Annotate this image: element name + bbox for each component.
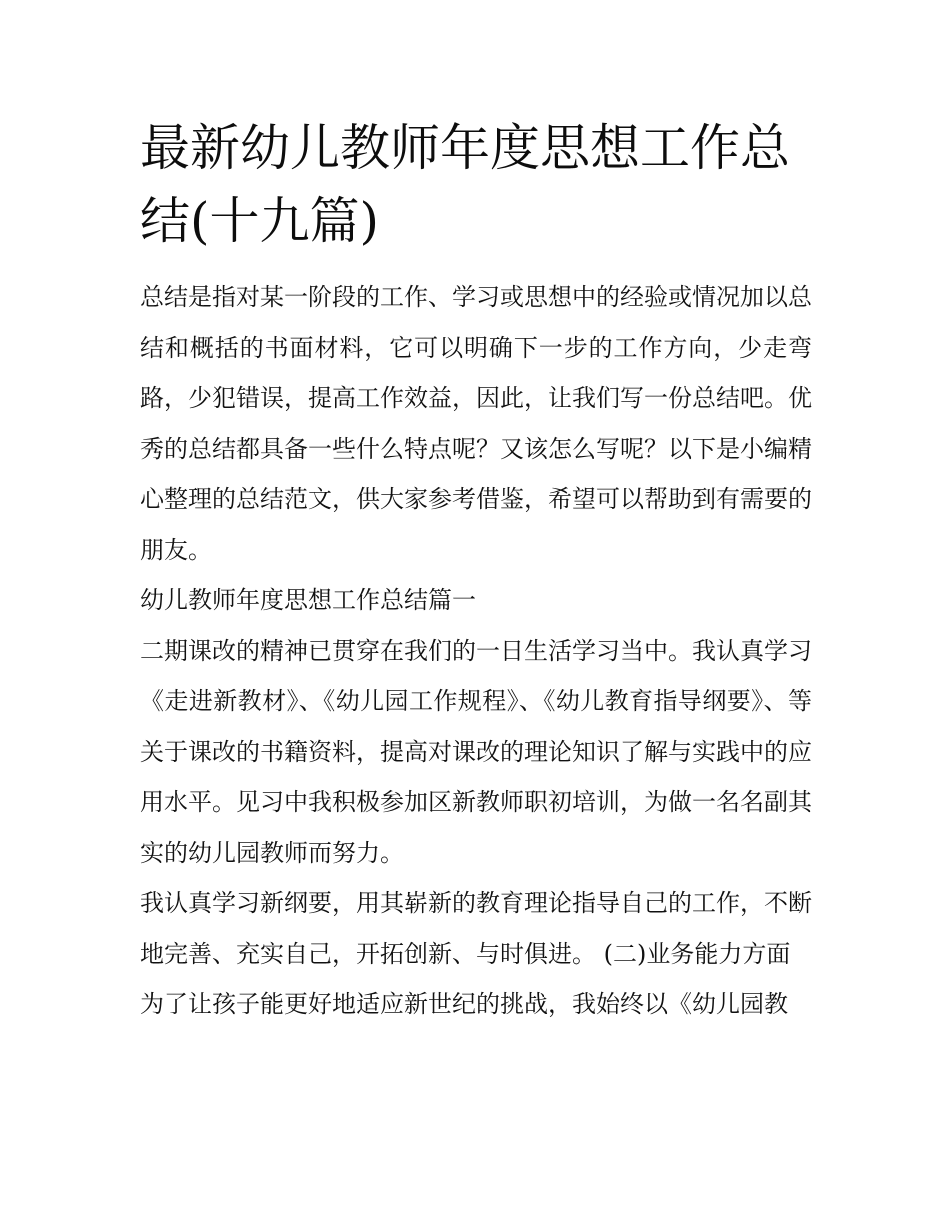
section-heading: 幼儿教师年度思想工作总结篇一 [140, 586, 476, 614]
body-paragraph: 为了让孩子能更好地适应新世纪的挑战，我始终以《幼儿园教 [140, 990, 788, 1018]
body-paragraph: 二期课改的精神已贯穿在我们的一日生活学习当中。我认真学习《走进新教材》、《幼儿园工作规程》、《幼儿教育指导纲要》、等关于课改的书籍资料，提高对课改的理论知识了解与实践中的应用水平。见习中我积极参加区新教师职初培训，为做一名名副其实的幼儿园教师而努力。 [140, 636, 812, 867]
body-paragraph: 我认真学习新纲要，用其崭新的教育理论指导自己的工作，不断地完善、充实自己，开拓创新、与时俱进。 (二)业务能力方面 [140, 889, 812, 968]
document-body [140, 272, 812, 1030]
intro-paragraph: 总结是指对某一阶段的工作、学习或思想中的经验或情况加以总结和概括的书面材料，它可以明确下一步的工作方向，少走弯路，少犯错误，提高工作效益，因此，让我们写一份总结吧。优秀的总结都具备一些什么特点呢？又该怎么写呢？以下是小编精心整理的总结范文，供大家参考借鉴，希望可以帮助到有需要的朋友。 [140, 283, 812, 564]
document-content [140, 112, 812, 1030]
document-title: 最新幼儿教师年度思想工作总结(十九篇) [140, 119, 790, 250]
